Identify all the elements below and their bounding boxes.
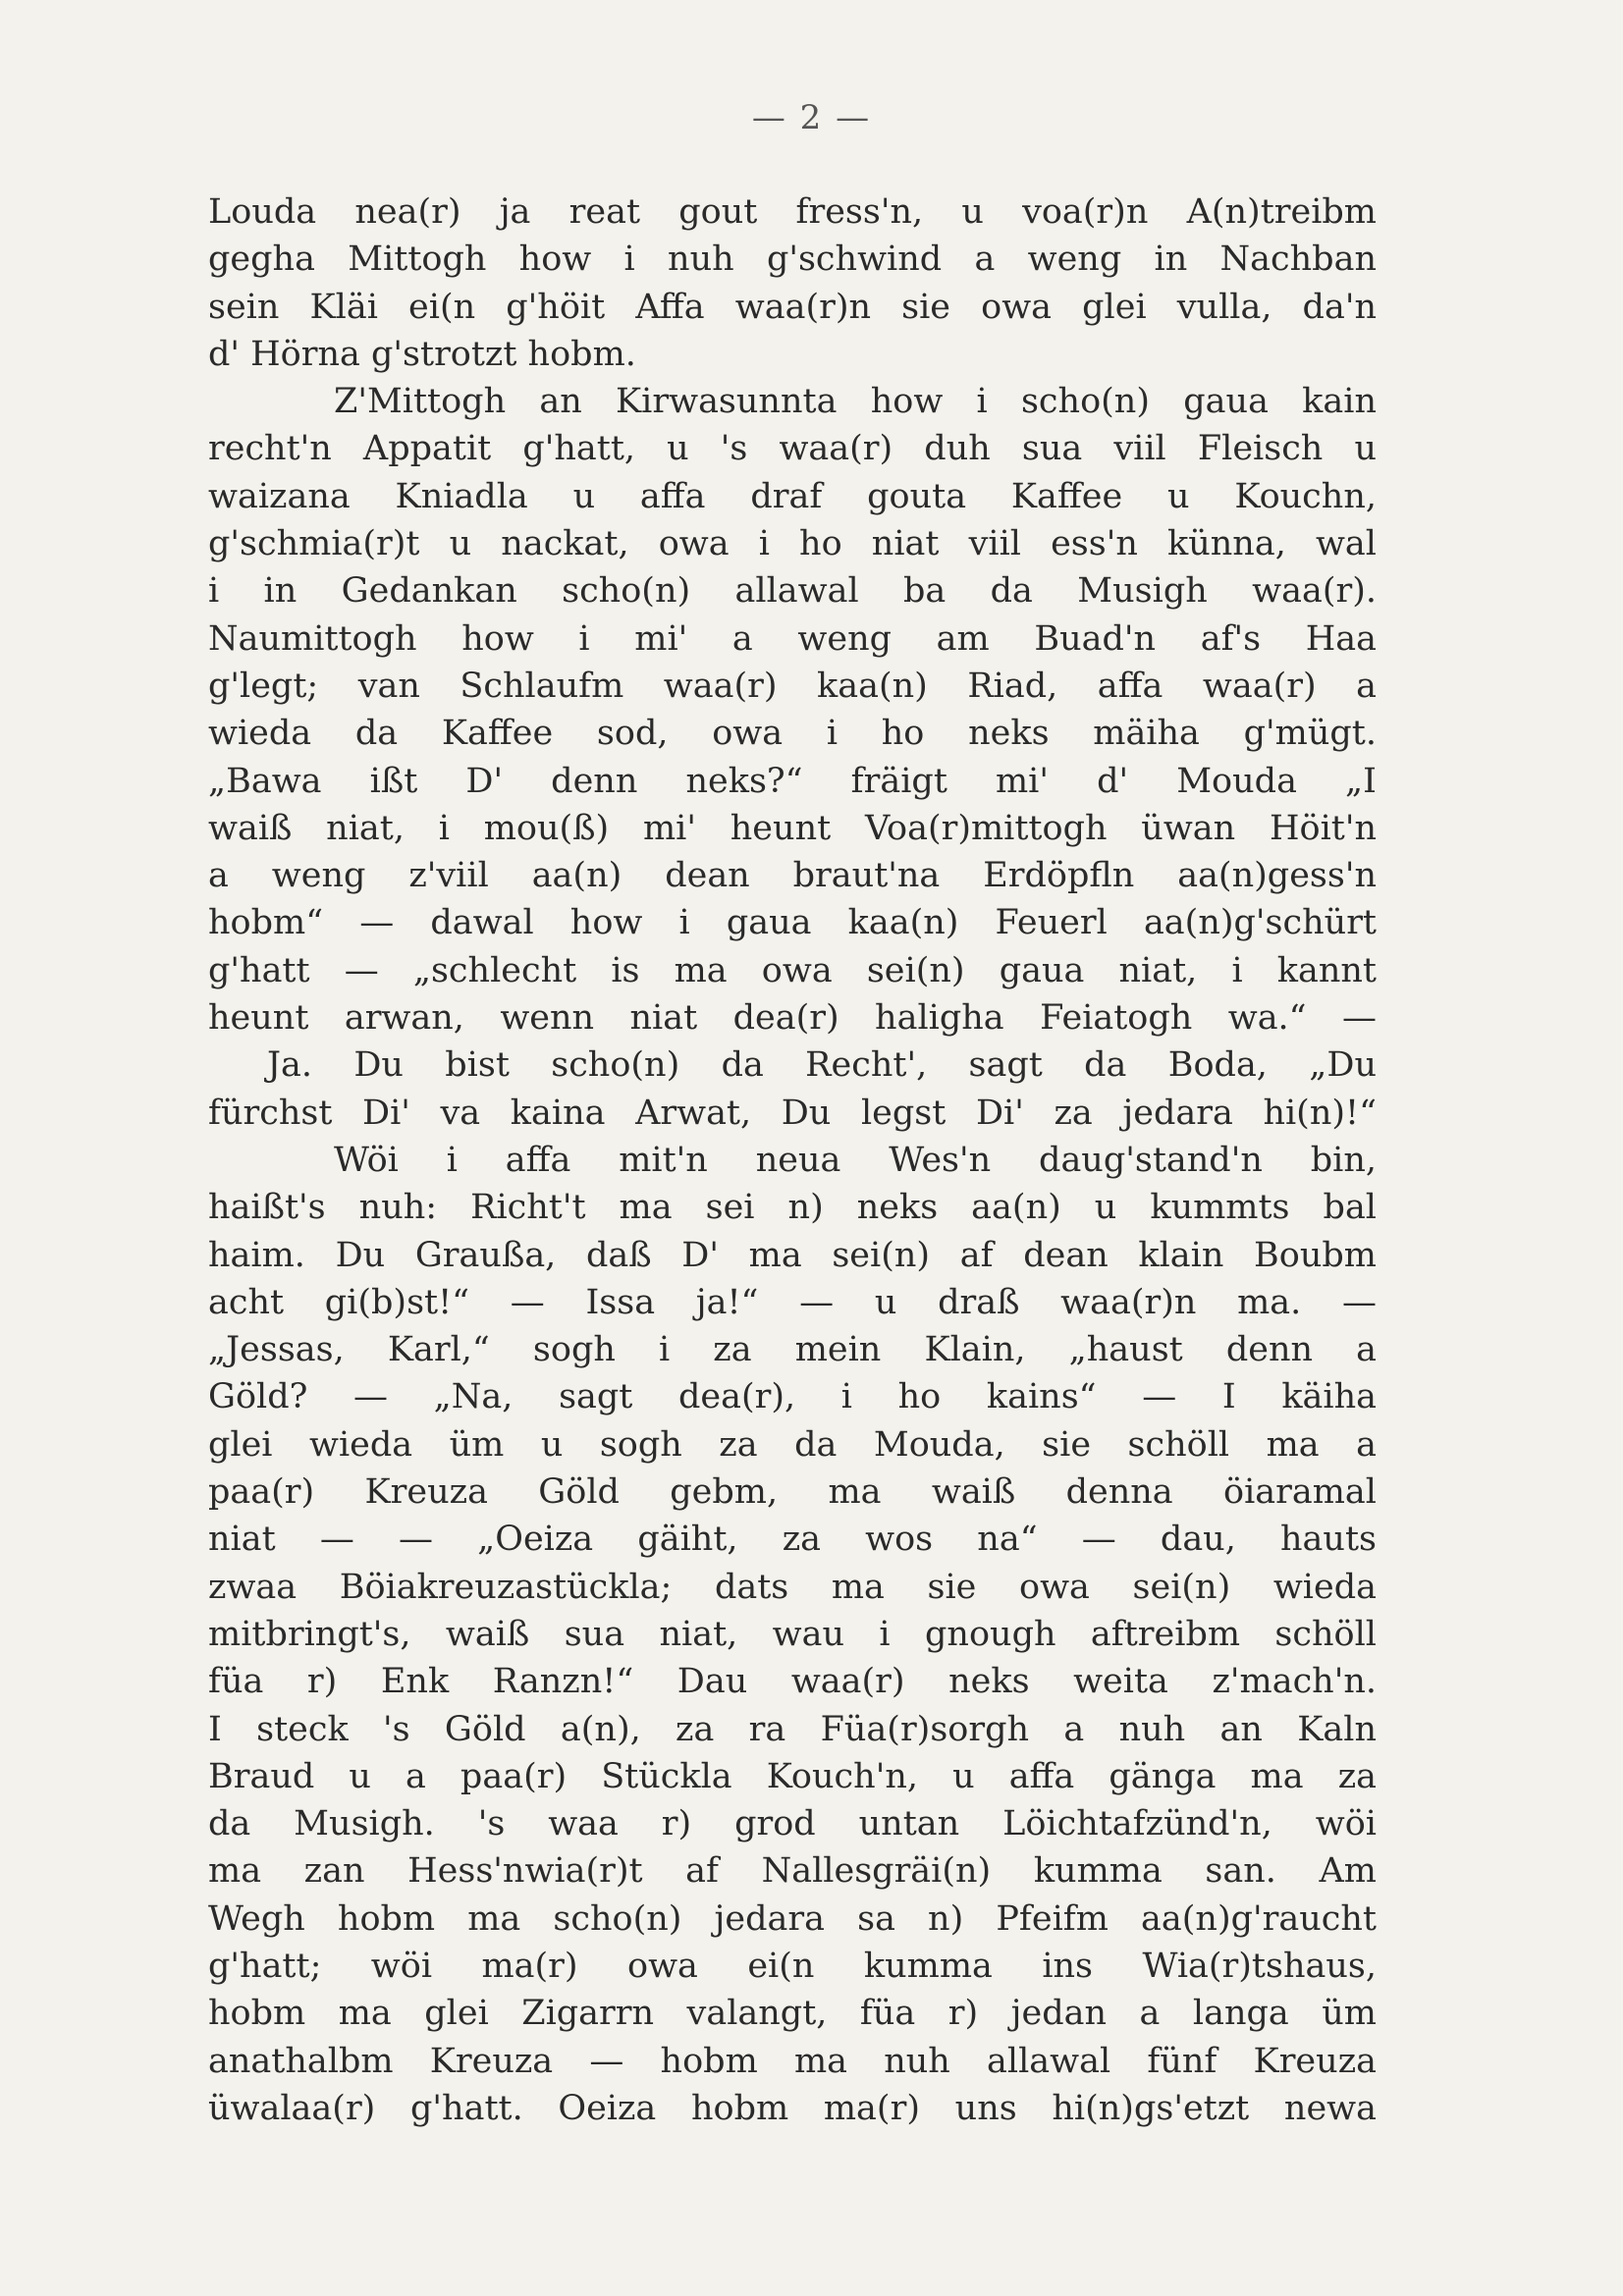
text-line: „Jessas, Karl,“ sogh i za mein Klain, „haust denn a [208,1330,1377,1370]
text-line: glei wieda üm u sogh za da Mouda, sie schöll ma a [208,1424,1377,1465]
text-line: sein Kläi ei(n g'höit Affa waa(r)n sie owa glei vulla, da'n [208,287,1377,327]
text-line: recht'n Appatit g'hatt, u 's waa(r) duh sua viil Fleisch u [208,429,1377,469]
text-line: fürchst Di' va kaina Arwat, Du legst Di' za jedara hi(n)!“ [208,1093,1377,1133]
text-line: haißt's nuh: Richt't ma sei n) neks aa(n) u kummts bal [208,1188,1377,1228]
text-line: I steck 's Göld a(n), za ra Füa(r)sorgh a nuh an Kaln [208,1709,1377,1749]
text-line: g'hatt; wöi ma(r) owa ei(n kumma ins Wia(r)tshaus, [208,1946,1377,1986]
text-line: a weng z'viil aa(n) dean braut'na Erdöpfln aa(n)gess'n [208,856,1377,896]
text-line: da Musigh. 's waa r) grod untan Löichtafzünd'n, wöi [208,1804,1377,1844]
text-line: Naumittogh how i mi' a weng am Buad'n af's Haa [208,618,1377,659]
text-line: füa r) Enk Ranzn!“ Dau waa(r) neks weita z'mach'n. [208,1662,1377,1702]
text-line: wieda da Kaffee sod, owa i ho neks mäiha g'mügt. [208,714,1377,754]
text-line: paa(r) Kreuza Göld gebm, ma waiß denna öiaramal [208,1472,1377,1513]
text-line: Louda nea(r) ja reat gout fress'n, u voa(r)n A(n)treibm [208,192,1377,232]
body-text [208,188,1377,2132]
text-line: hobm“ — dawal how i gaua kaa(n) Feuerl aa(n)g'schürt [208,903,1377,943]
text-line: „Bawa ißt D' denn neks?“ fräigt mi' d' Mouda „I [208,761,1377,801]
text-line: g'hatt — „schlecht is ma owa sei(n) gaua niat, i kannt [208,950,1377,990]
text-line: waiß niat, i mou(ß) mi' heunt Voa(r)mittogh üwan Höit'n [208,808,1377,848]
text-line: Wöi i affa mit'n neua Wes'n daug'stand'n bin, [334,1140,1377,1180]
text-line: Göld? — „Na, sagt dea(r), i ho kains“ — I käiha [208,1377,1377,1417]
text-line: ma zan Hess'nwia(r)t af Nallesgräi(n) kumma san. Am [208,1851,1377,1892]
text-line: waizana Kniadla u affa draf gouta Kaffee u Kouchn, [208,476,1377,516]
text-line: gegha Mittogh how i nuh g'schwind a weng in Nachban [208,240,1377,280]
text-line: g'legt; van Schlaufm waa(r) kaa(n) Riad, affa waa(r) a [208,666,1377,706]
text-line: mitbringt's, waiß sua niat, wau i gnough aftreibm schöll [208,1614,1377,1654]
text-line: niat — — „Oeiza gäiht, za wos na“ — dau, hauts [208,1520,1377,1560]
text-line: heunt arwan, wenn niat dea(r) haligha Feiatogh wa.“ — [208,998,1377,1039]
text-line: i in Gedankan scho(n) allawal ba da Musigh waa(r). [208,571,1377,612]
text-line: Braud u a paa(r) Stückla Kouch'n, u affa gänga ma za [208,1756,1377,1796]
text-line: zwaa Böiakreuzastückla; dats ma sie owa sei(n) wieda [208,1567,1377,1607]
text-line: haim. Du Graußa, daß D' ma sei(n) af dean klain Boubm [208,1235,1377,1275]
text-line: Z'Mittogh an Kirwasunnta how i scho(n) gaua kain [334,382,1377,422]
text-line: d' Hörna g'strotzt hobm. [208,334,636,374]
text-line: g'schmia(r)t u nackat, owa i ho niat viil ess'n künna, wal [208,524,1377,564]
text-line: hobm ma glei Zigarrn valangt, füa r) jedan a langa üm [208,1994,1377,2034]
page-number: — 2 — [751,98,872,137]
text-line: anathalbm Kreuza — hobm ma nuh allawal fünf Kreuza [208,2041,1377,2081]
text-line: Wegh hobm ma scho(n) jedara sa n) Pfeifm aa(n)g'raucht [208,1898,1377,1939]
text-line: üwalaa(r) g'hatt. Oeiza hobm ma(r) uns hi(n)gs'etzt newa [208,2088,1377,2128]
text-line: acht gi(b)st!“ — Issa ja!“ — u draß waa(r)n ma. — [208,1282,1377,1322]
text-line: Ja. Du bist scho(n) da Recht', sagt da Boda, „Du [267,1045,1377,1086]
